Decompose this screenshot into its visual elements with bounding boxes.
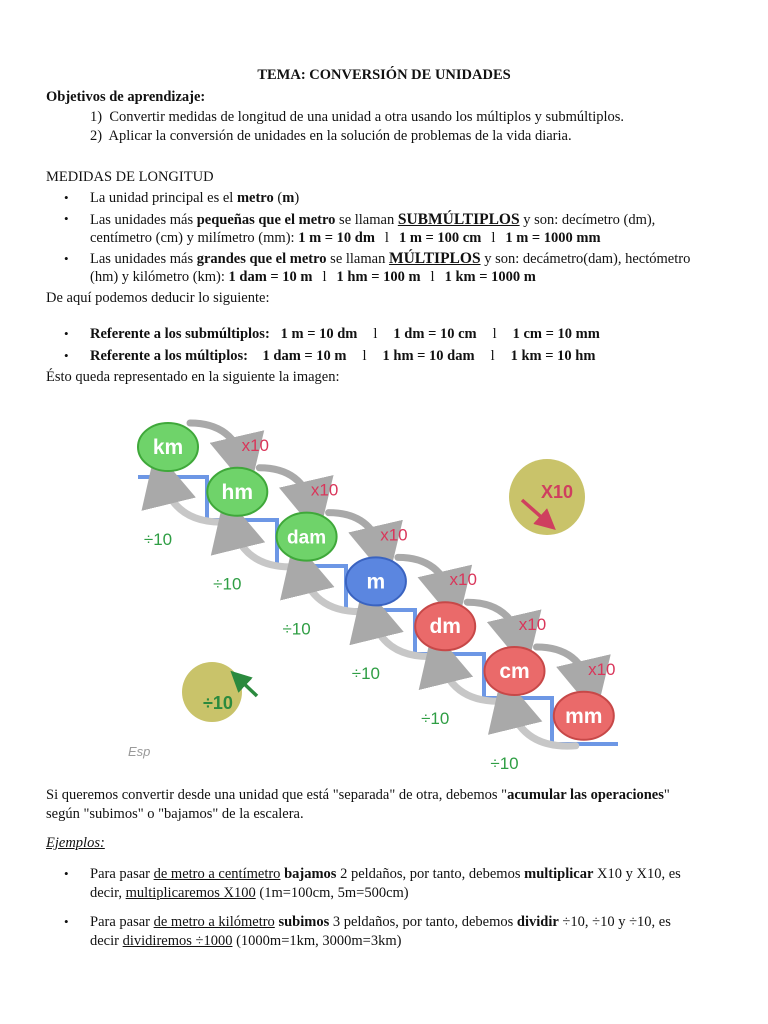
equation: 1 dam = 10 m <box>262 348 347 364</box>
text-bold: multiplicar <box>524 866 594 882</box>
text: (1000m=1km, 3000m=3km) <box>232 933 402 949</box>
objective-text: Aplicar la conversión de unidades en la solución de problemas de la vida diaria. <box>108 128 572 144</box>
unit-m <box>346 557 406 605</box>
examples-heading: Ejemplos: <box>46 835 105 851</box>
text: se llaman <box>326 251 389 267</box>
text: decir <box>90 933 123 949</box>
page-title: TEMA: CONVERSIÓN DE UNIDADES <box>257 67 511 83</box>
multiply-label: x10 <box>588 659 616 679</box>
divide-label: ÷10 <box>143 529 173 549</box>
unit-km <box>138 423 198 471</box>
equation: 1 dm = 10 cm <box>393 326 477 342</box>
badge-div-label: ÷10 <box>203 693 233 713</box>
equation: 1 m = 100 cm <box>398 230 482 246</box>
objective-1 <box>90 108 624 127</box>
objectives-heading: Objetivos de aprendizaje: <box>46 89 206 105</box>
separator: l <box>430 269 435 285</box>
text-bold: metro <box>236 190 274 206</box>
divide-label: ÷10 <box>213 574 242 594</box>
text: y son: decímetro (dm), <box>519 212 656 228</box>
divide-label: ÷10 <box>421 709 450 728</box>
unit-label: hm <box>221 480 254 504</box>
divide-label: ÷10 <box>351 664 381 684</box>
objective-num: 2) <box>90 128 103 144</box>
separator: l <box>373 326 378 342</box>
staircase-diagram <box>120 400 640 775</box>
text-bold: m <box>282 190 295 206</box>
objective-2 <box>90 127 572 146</box>
text-bold-underline: SUBMÚLTIPLOS <box>397 211 520 228</box>
equation: 1 km = 10 hm <box>510 348 596 364</box>
accumulate-paragraph <box>46 786 670 805</box>
multiply-label: x10 <box>380 525 408 545</box>
unit-hm <box>207 468 267 516</box>
represent-text: Ésto queda representado en la siguiente la imagen: <box>46 369 340 385</box>
example-1-line2 <box>90 884 409 903</box>
separator: l <box>491 230 496 246</box>
unit-mm <box>554 692 614 740</box>
unit-label: dm <box>429 615 461 639</box>
separator: l <box>490 348 495 364</box>
equation: 1 hm = 10 dam <box>382 348 475 364</box>
divide-label: ÷10 <box>282 619 311 639</box>
text-bold: bajamos <box>284 866 337 882</box>
separator: l <box>322 269 327 285</box>
text-bold: pequeñas que el metro <box>196 212 336 228</box>
accumulate-paragraph-line2: según "subimos" o "bajamos" de la escalera. <box>46 806 304 822</box>
signature: Esp <box>128 744 151 759</box>
text: 2 peldaños, por tanto, debemos <box>336 866 525 882</box>
multiply-label: x10 <box>310 480 339 500</box>
bullet-dot: • <box>64 326 69 341</box>
text: (1m=100cm, 5m=500cm) <box>255 885 409 901</box>
text: 3 peldaños, por tanto, debemos <box>329 914 517 930</box>
text-bold: subimos <box>278 914 330 930</box>
equation: 1 km = 1000 m <box>444 269 536 285</box>
text-bold: grandes que el metro <box>196 251 327 267</box>
bullet-dot: • <box>64 348 69 363</box>
text-bold: dividir <box>516 914 559 930</box>
text: Las unidades más <box>90 212 197 228</box>
text: ) <box>294 190 300 206</box>
unit-label: dam <box>287 527 327 549</box>
bullet-dot: • <box>64 914 69 929</box>
text: se llaman <box>335 212 398 228</box>
text-underline: de metro a kilómetro <box>153 914 275 930</box>
example-1 <box>90 865 681 884</box>
bullet-submultiples-line2 <box>90 229 601 248</box>
text: (hm) y kilómetro (km): <box>90 269 229 285</box>
example-2-line2 <box>90 932 401 951</box>
equation: 1 m = 10 dm <box>298 230 375 246</box>
example-2 <box>90 913 671 932</box>
unit-dam <box>277 513 337 561</box>
label: Referente a los submúltiplos: <box>90 326 270 342</box>
unit-label: m <box>366 570 386 594</box>
unit-label: mm <box>565 704 603 728</box>
text: Para pasar <box>90 914 154 930</box>
bullet-dot: • <box>64 211 69 226</box>
text-bold-underline: MÚLTIPLOS <box>388 250 481 267</box>
text: Las unidades más <box>90 251 197 267</box>
divide-label: ÷10 <box>490 753 519 773</box>
separator: l <box>384 230 389 246</box>
unit-cm <box>485 647 545 695</box>
text: La unidad principal es el <box>90 190 237 206</box>
objective-num: 1) <box>90 109 103 125</box>
badge-mult-label: X10 <box>540 482 574 502</box>
equation: 1 m = 1000 mm <box>505 230 601 246</box>
equation: 1 hm = 100 m <box>336 269 421 285</box>
separator: l <box>492 326 497 342</box>
text: Si queremos convertir desde una unidad que está "separada" de otra, debemos " <box>46 787 508 803</box>
text: ( <box>273 190 283 206</box>
equation: 1 m = 10 dm <box>280 326 358 342</box>
reference-multiples <box>90 347 595 366</box>
objective-text: Convertir medidas de longitud de una unidad a otra usando los múltiplos y submúltiplos. <box>109 109 625 125</box>
equation: 1 cm = 10 mm <box>512 326 600 342</box>
label: Referente a los múltiplos: <box>90 348 248 364</box>
text-underline: multiplicaremos X100 <box>125 885 256 901</box>
text: X10 y X10, es <box>593 866 681 882</box>
multiply-label: x10 <box>518 615 547 634</box>
text: Para pasar <box>90 866 154 882</box>
text: " <box>663 787 670 803</box>
bullet-multiples-line2 <box>90 268 536 287</box>
text-bold: acumular las operaciones <box>507 787 664 803</box>
divide-badge <box>182 662 257 722</box>
equation: 1 dam = 10 m <box>228 269 313 285</box>
text: y son: decámetro(dam), hectómetro <box>480 251 691 267</box>
unit-dm <box>415 602 475 650</box>
bullet-principal-unit <box>90 189 299 208</box>
reference-submultiples <box>90 325 600 344</box>
section-heading: MEDIDAS DE LONGITUD <box>46 169 214 185</box>
bullet-dot: • <box>64 866 69 881</box>
unit-label: km <box>152 436 184 459</box>
text: ÷10, ÷10 y ÷10, es <box>558 914 671 930</box>
multiply-label: x10 <box>241 435 270 455</box>
multiply-badge <box>509 459 585 535</box>
text: decir, <box>90 885 126 901</box>
bullet-multiples <box>90 249 690 269</box>
bullet-submultiples <box>90 210 655 230</box>
bullet-dot: • <box>64 190 69 205</box>
text-underline: dividiremos ÷1000 <box>122 933 233 949</box>
text-underline: de metro a centímetro <box>153 866 281 882</box>
separator: l <box>362 348 367 364</box>
multiply-label: x10 <box>449 570 477 590</box>
unit-label: cm <box>499 660 530 683</box>
text: centímetro (cm) y milímetro (mm): <box>90 230 299 246</box>
bullet-dot: • <box>64 251 69 266</box>
deduce-text: De aquí podemos deducir lo siguiente: <box>46 290 270 306</box>
